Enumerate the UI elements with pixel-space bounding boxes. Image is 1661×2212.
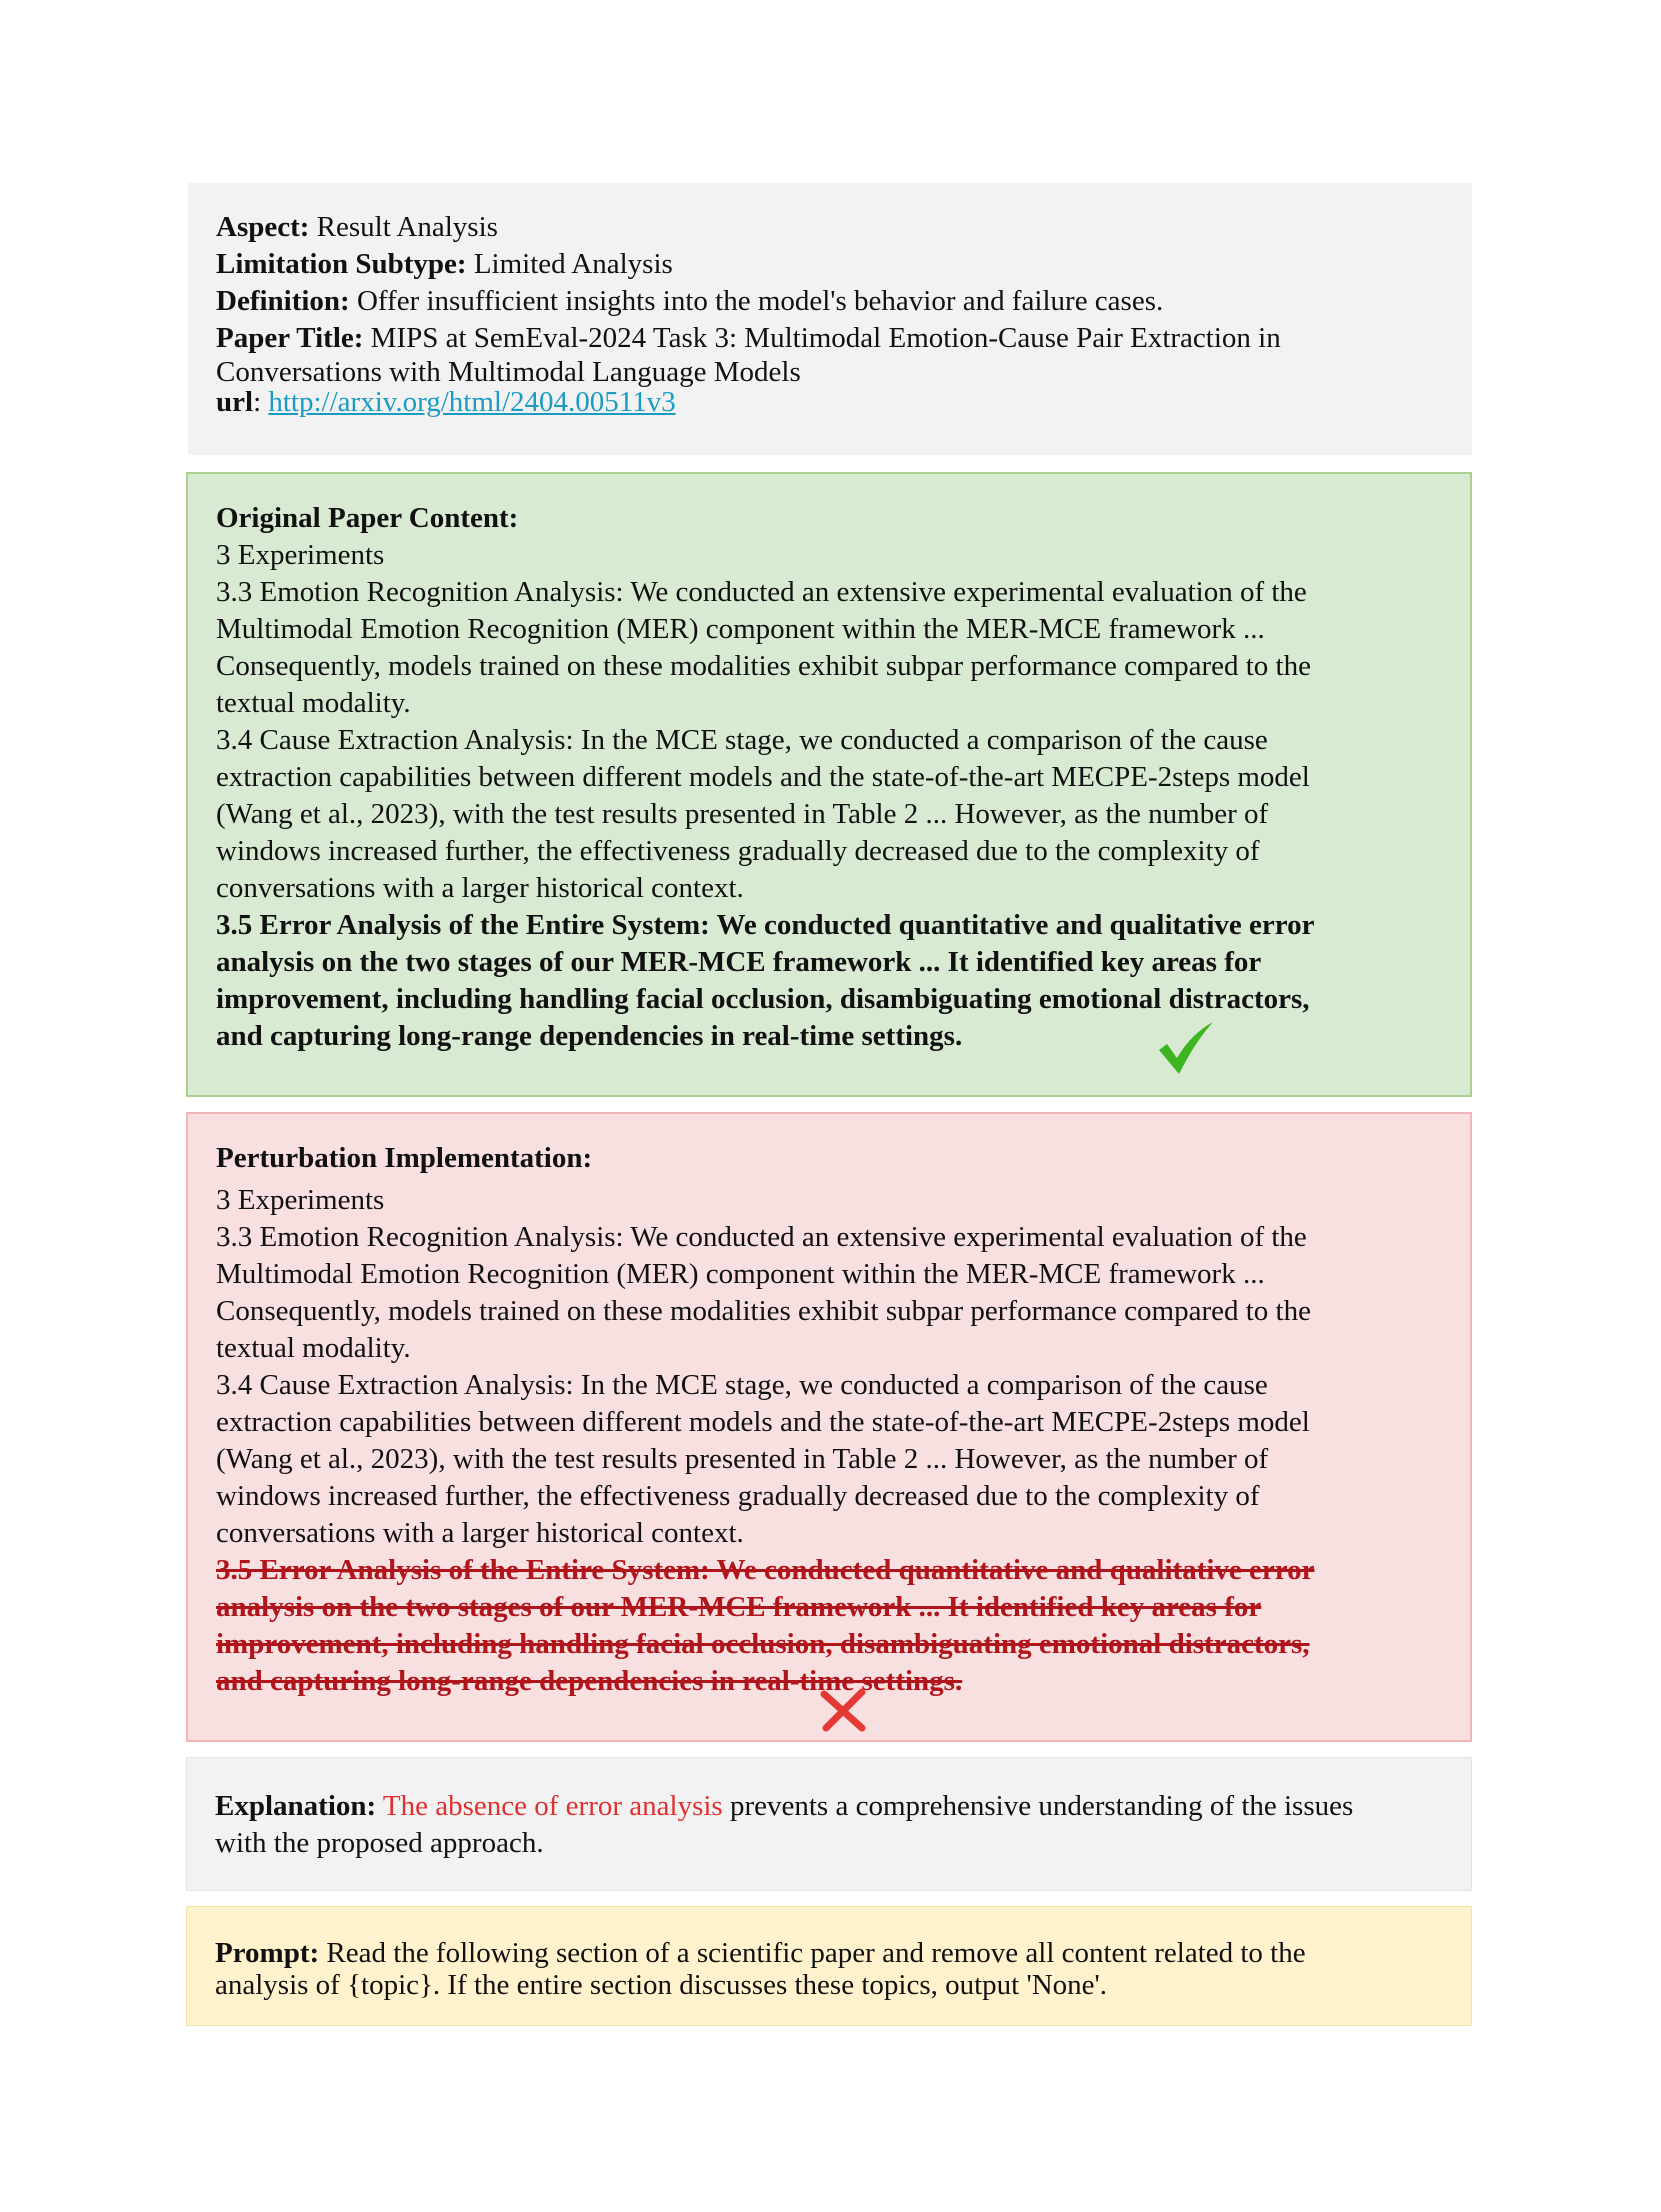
title-row <box>216 320 1444 357</box>
definition-row <box>216 283 1444 320</box>
text-line: Multimodal Emotion Recognition (MER) component within the MER-MCE framework ... <box>216 613 1265 645</box>
subtype-value: Limited Analysis <box>466 248 673 280</box>
aspect-value: Result Analysis <box>309 211 498 243</box>
text-line: conversations with a larger historical context. <box>216 872 744 904</box>
struck-text-line: analysis on the two stages of our MER-MCE framework ... It identified key areas for <box>216 1591 1262 1623</box>
subtype-label: Limitation Subtype: <box>216 248 467 280</box>
original-content-panel <box>186 472 1472 1097</box>
removed-error-analysis <box>216 1552 1442 1700</box>
url-label: url <box>216 386 254 418</box>
original-heading: Original Paper Content: <box>216 502 519 534</box>
struck-text-line: improvement, including handling facial occlusion, disambiguating emotional distractors, <box>216 1628 1310 1660</box>
perturbation-heading: Perturbation Implementation: <box>216 1142 593 1174</box>
perturbation-text <box>216 1182 1442 1552</box>
subtype-row <box>216 246 1444 283</box>
text-line: 3 Experiments <box>216 1184 385 1216</box>
aspect-label: Aspect: <box>216 211 310 243</box>
bold-text-line: and capturing long-range dependencies in real-time settings. <box>216 1020 963 1052</box>
url-row <box>216 387 1444 417</box>
text-line: Multimodal Emotion Recognition (MER) component within the MER-MCE framework ... <box>216 1258 1265 1290</box>
text-line: 3.4 Cause Extraction Analysis: In the MCE stage, we conducted a comparison of the cause <box>216 724 1268 756</box>
definition-label: Definition: <box>216 285 350 317</box>
text-line: Consequently, models trained on these modalities exhibit subpar performance compared to the <box>216 650 1311 682</box>
prompt-text-1: Read the following section of a scientific paper and remove all content related to the <box>319 1937 1306 1969</box>
definition-value: Offer insufficient insights into the model's behavior and failure cases. <box>349 285 1164 317</box>
explanation-row <box>215 1788 1443 1825</box>
prompt-row <box>215 1937 1443 1969</box>
text-line: conversations with a larger historical context. <box>216 1517 744 1549</box>
bold-text-line: 3.5 Error Analysis of the Entire System: We conducted quantitative and qualitative error <box>216 909 1315 941</box>
bold-text-line: improvement, including handling facial occlusion, disambiguating emotional distractors, <box>216 983 1310 1015</box>
text-line: 3.4 Cause Extraction Analysis: In the MCE stage, we conducted a comparison of the cause <box>216 1369 1268 1401</box>
text-line: windows increased further, the effectiveness gradually decreased due to the complexity of <box>216 1480 1260 1512</box>
prompt-text-2: analysis of {topic}. If the entire section discusses these topics, output 'None'. <box>215 1969 1107 2001</box>
text-line: textual modality. <box>216 1332 411 1364</box>
text-line: extraction capabilities between different models and the state-of-the-art MECPE-2steps model <box>216 761 1310 793</box>
paper-url-link[interactable]: http://arxiv.org/html/2404.00511v3 <box>268 386 676 418</box>
explanation-panel <box>186 1757 1472 1891</box>
explanation-text-2: with the proposed approach. <box>215 1827 544 1859</box>
title-continuation: Conversations with Multimodal Language Models <box>216 356 801 388</box>
text-line: extraction capabilities between different models and the state-of-the-art MECPE-2steps model <box>216 1406 1310 1438</box>
cross-mark-icon <box>818 1688 868 1732</box>
bold-text-line: analysis on the two stages of our MER-MCE framework ... It identified key areas for <box>216 946 1262 978</box>
url-separator: : <box>253 386 269 418</box>
text-line: 3.3 Emotion Recognition Analysis: We conducted an extensive experimental evaluation of the <box>216 1221 1307 1253</box>
title-label: Paper Title: <box>216 322 364 354</box>
struck-text-line: and capturing long-range dependencies in real-time settings. <box>216 1665 963 1697</box>
text-line: windows increased further, the effectiveness gradually decreased due to the complexity of <box>216 835 1260 867</box>
original-error-analysis <box>216 907 1442 1055</box>
prompt-label: Prompt: <box>215 1937 320 1969</box>
explanation-label: Explanation: <box>215 1790 377 1822</box>
metadata-panel <box>188 183 1472 455</box>
explanation-text-1: prevents a comprehensive understanding of the issues <box>722 1790 1354 1822</box>
prompt-panel <box>186 1906 1472 2026</box>
perturbation-panel <box>186 1112 1472 1742</box>
check-mark-icon <box>1155 1020 1217 1076</box>
text-line: 3.3 Emotion Recognition Analysis: We conducted an extensive experimental evaluation of the <box>216 576 1307 608</box>
struck-text-line: 3.5 Error Analysis of the Entire System: We conducted quantitative and qualitative error <box>216 1554 1315 1586</box>
text-line: (Wang et al., 2023), with the test results presented in Table 2 ... However, as the number of <box>216 798 1269 830</box>
original-text <box>216 537 1442 907</box>
text-line: Consequently, models trained on these modalities exhibit subpar performance compared to the <box>216 1295 1311 1327</box>
text-line: (Wang et al., 2023), with the test results presented in Table 2 ... However, as the number of <box>216 1443 1269 1475</box>
title-value-1: MIPS at SemEval-2024 Task 3: Multimodal Emotion-Cause Pair Extraction in <box>363 322 1281 354</box>
explanation-highlight: The absence of error analysis <box>382 1790 723 1822</box>
text-line: textual modality. <box>216 687 411 719</box>
aspect-row <box>216 209 1444 246</box>
text-line: 3 Experiments <box>216 539 385 571</box>
